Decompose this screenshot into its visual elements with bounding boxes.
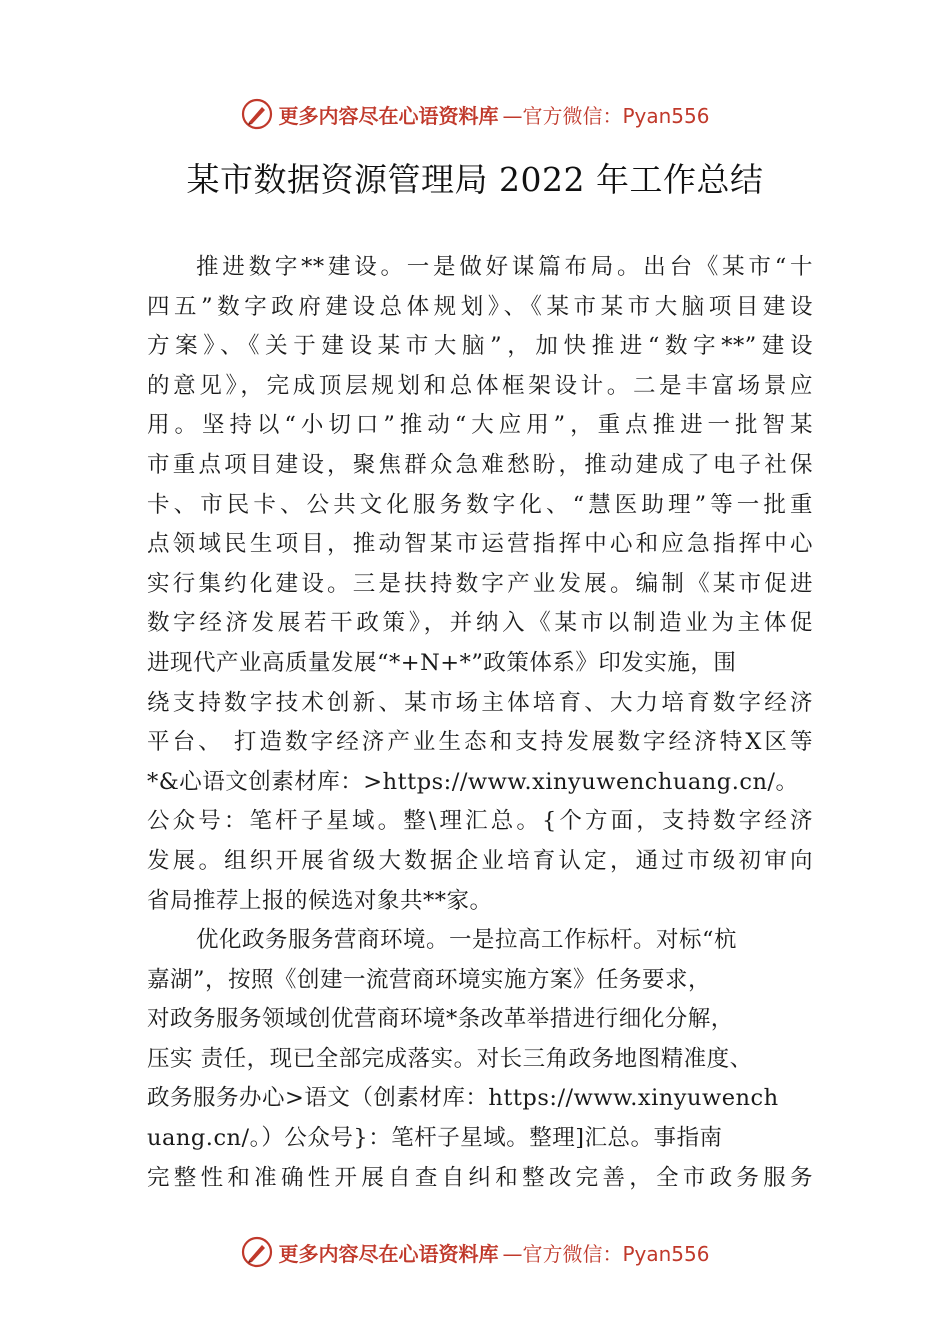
paragraph-1-line: 平台、 打造数字经济产业生态和支持发展数字经济特X区等 <box>147 729 813 756</box>
paragraph-1-line: 用。坚持以“小切口”推动“大应用”，重点推进一批智某 <box>147 412 813 439</box>
document-body <box>147 248 813 1198</box>
paragraph-1-line: 方案》、《关于建设某市大脑”，加快推进“数字**”建设 <box>147 333 813 360</box>
banner-main-text: 更多内容尽在心语资料库 <box>278 1241 499 1266</box>
paragraph-1-line: 点领域民生项目，推动智某市运营指挥中心和应急指挥中心 <box>147 531 813 558</box>
paragraph-1-line: 省局推荐上报的候选对象共**家。 <box>147 887 493 914</box>
paragraph-1-line: 市重点项目建设，聚焦群众急难愁盼，推动建成了电子社保 <box>147 451 813 478</box>
paragraph-1-line: 绕支持数字技术创新、某市场主体培育、大力培育数字经济 <box>147 689 813 716</box>
paragraph-1-line: *&心语文创素材库：>https://www.xinyuwenchuang.cn/。 <box>147 768 799 795</box>
paragraph-2-line: 嘉湖”，按照《创建一流营商环境实施方案》任务要求， <box>147 966 712 993</box>
paragraph-1-line: 的意见》，完成顶层规划和总体框架设计。二是丰富场景应 <box>147 372 813 399</box>
paragraph-1-line: 进现代产业高质量发展“*+N+*”政策体系》印发实施，围 <box>147 649 737 676</box>
banner-sub-text: —官方微信：Pyan556 <box>502 103 710 128</box>
paragraph-2-line: 对政务服务领域创优营商环境*条改革举措进行细化分解， <box>147 1006 734 1033</box>
paragraph-1-line: 公众号：笔杆子星域。整\理汇总。{个方面，支持数字经济 <box>147 808 813 835</box>
banner-sub-text: —官方微信：Pyan556 <box>502 1241 710 1266</box>
pen-logo-icon <box>240 97 274 131</box>
paragraph-1-line: 四五”数字政府建设总体规划》、《某市某市大脑项目建设 <box>147 293 813 320</box>
paragraph-2-line: 政务服务办心>语文（创素材库：https://www.xinyuwench <box>147 1085 779 1112</box>
paragraph-1-line: 推进数字**建设。一是做好谋篇布局。出台《某市“十 <box>196 254 813 280</box>
paragraph-1-line: 实行集约化建设。三是扶持数字产业发展。编制《某市促进 <box>147 570 813 597</box>
paragraph-1-line: 数字经济发展若干政策》，并纳入《某市以制造业为主体促 <box>147 610 813 637</box>
header-banner <box>0 94 950 134</box>
banner-main-text: 更多内容尽在心语资料库 <box>278 103 499 128</box>
footer-banner <box>0 1232 950 1272</box>
paragraph-2-line: 优化政务服务营商环境。一是拉高工作标杆。对标“杭 <box>196 927 738 954</box>
paragraph-2-line: uang.cn/。）公众号}：笔杆子星域。整理]汇总。事指南 <box>147 1125 723 1152</box>
paragraph-1-line: 发展。组织开展省级大数据企业培育认定，通过市级初审向 <box>147 847 813 874</box>
document-title: 某市数据资源管理局 2022 年工作总结 <box>186 160 764 199</box>
paragraph-2-line: 完整性和准确性开展自查自纠和整改完善，全市政务服务 <box>147 1164 813 1191</box>
paragraph-2-line: 压实 责任，现已全部完成落实。对长三角政务地图精准度、 <box>147 1045 753 1072</box>
paragraph-1-line: 卡、市民卡、公共文化服务数字化、“慧医助理”等一批重 <box>147 491 813 518</box>
pen-logo-icon <box>240 1235 274 1269</box>
